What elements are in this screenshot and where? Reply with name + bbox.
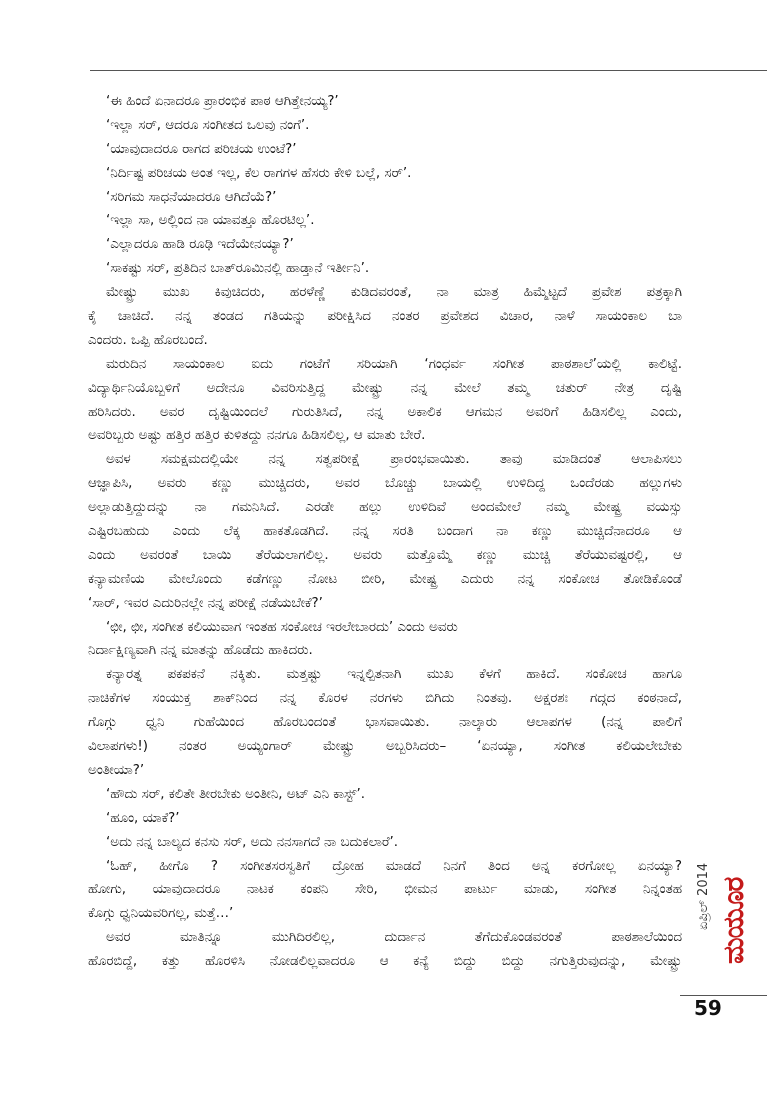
paragraph-line: ಕೊಗ್ಗು ಧ್ವನಿಯವರಿಗಲ್ಲ, ಮತ್ತೆ…’ — [88, 906, 234, 922]
story-text — [88, 90, 682, 974]
paragraph-line: ಅವರ ಮಾತಿನ್ನೂ ಮುಗಿದಿರಲಿಲ್ಲ, ದುರ್ದಾನ ತೆಗೆದುಕೊಂಡವರಂತೆ ಪಾಠಶಾಲೆಯಿಂದ — [106, 930, 682, 946]
paragraph-line: ವಿಲಾಪಗಳು!) ನಂತರ ಅಯ್ಯಂಗಾರ್ ಮೇಷ್ಟ್ರು ಅಬ್ಬರಿಸಿದರು– ‘ಏನಯ್ಯಾ, ಸಂಗೀತ ಕಲಿಯಲೇಬೇಕು — [88, 739, 682, 755]
paragraph-line: ಹೋಗು, ಯಾವುದಾದರೂ ನಾಟಕ ಕಂಪನಿ ಸೇರಿ, ಭೀಮನ ಪಾರ್ಟು ಮಾಡು, ಸಂಗೀತ ನಿನ್ನಂತಹ — [88, 882, 682, 898]
paragraph-line: ಅವಳ ಸಮಕ್ಷಮದಲ್ಲಿಯೇ ನನ್ನ ಸತ್ವಪರೀಕ್ಷೆ ಪ್ರಾರಂಭವಾಯಿತು. ತಾವು ಮಾಡಿದಂತೆ ಆಲಾಪಿಸಲು — [106, 452, 682, 468]
page-number: 59 — [694, 996, 722, 1020]
paragraph-line: ಎಂದರು. ಒಪ್ಪಿ ಹೊರಬಂದೆ. — [88, 332, 208, 348]
dialogue-line: ‘ಯಾವುದಾದರೂ ರಾಗದ ಪರಿಚಯ ಉಂಟೆ?’ — [106, 141, 297, 157]
dialogue-line: ‘ಸಾಕಷ್ಟು ಸರ್, ಪ್ರತಿದಿನ ಬಾತ್‌ರೂಮಿನಲ್ಲಿ ಹಾಡ್ತಾನೆ ಇರ್ತೀನಿ’. — [106, 261, 370, 277]
magazine-logo: ಮಯೂರ — [717, 877, 750, 964]
paragraph-line: ಕೈ ಚಾಚಿದೆ. ನನ್ನ ತಂಡದ ಗತಿಯನ್ನು ಪರೀಕ್ಷಿಸಿದ ನಂತರ ಪ್ರವೇಶದ ವಿಚಾರ, ನಾಳೆ ಸಾಯಂಕಾಲ ಬಾ — [88, 309, 682, 325]
paragraph-line: ಕನ್ಯಾಮಣಿಯ ಮೇಲೊಂದು ಕಡೆಗಣ್ಣು ನೋಟ ಬೀರಿ, ಮೇಷ್ಟ್ರ ಎದುರು ನನ್ನ ಸಂಕೋಚ ತೋಡಿಕೊಂಡೆ — [88, 571, 682, 587]
paragraph-line: ನಾಚಿಕೆಗಳ ಸಂಯುಕ್ತ ಶಾಕ್‌ನಿಂದ ನನ್ನ ಕೊರಳ ನರಗಳು ಬಿಗಿದು ನಿಂತವು. ಅಕ್ಷರಶಃ ಗದ್ಗದ ಕಂಠನಾದೆ, — [88, 691, 682, 707]
dialogue-line: ‘ಓಹ್, ಹೀಗೊ ? ಸಂಗೀತಸರಸ್ವತಿಗೆ ದ್ರೋಹ ಮಾಡದೆ ನಿನಗೆ ತಿಂದ ಅನ್ನ ಕರಗೋಲ್ಲ ಏನಯ್ಯಾ? — [106, 858, 682, 874]
dialogue-line: ‘ಹೂಂ, ಯಾಕೆ?’ — [106, 810, 180, 826]
paragraph-line: ಅಲ್ಲಾಡುತ್ತಿದ್ದುದನ್ನು ನಾ ಗಮನಿಸಿದೆ. ಎರಡೇ ಹಲ್ಲು ಉಳಿದಿವೆ ಅಂದಮೇಲೆ ನಮ್ಮ ಮೇಷ್ಟ್ರ ವಯಸ್ಸು — [88, 500, 682, 516]
paragraph-line: ಹೊರಬಿದ್ದೆ, ಕತ್ತು ಹೊರಳಿಸಿ ನೋಡಲಿಲ್ಲವಾದರೂ ಆ ಕನ್ಯೆ ಬಿದ್ದು ಬಿದ್ದು ನಗುತ್ತಿರುವುದನ್ನು, ಮೇಷ್ಟ್ರು — [88, 954, 682, 970]
paragraph-line: ಎಷ್ಟಿರಬಹುದು ಎಂದು ಲೆಕ್ಕ ಹಾಕತೊಡಗಿದೆ. ನನ್ನ ಸರತಿ ಬಂದಾಗ ನಾ ಕಣ್ಣು ಮುಚ್ಚಿದೆನಾದರೂ ಆ — [88, 524, 682, 540]
dialogue-line: ‘ಈ ಹಿಂದೆ ಏನಾದರೂ ಪ್ರಾರಂಭಿಕ ಪಾಠ ಆಗಿತ್ತೇನಯ್ಯ?’ — [106, 94, 339, 109]
dialogue-line: ‘ಸರಿಗಮ ಸಾಧನೆಯಾದರೂ ಆಗಿದೆಯೆ?’ — [106, 189, 277, 205]
paragraph-line: ಅವರಿಬ್ಬರು ಅಷ್ಟು ಹತ್ತಿರ ಹತ್ತಿರ ಕುಳಿತದ್ದು ನನಗೂ ಹಿಡಿಸಲಿಲ್ಲ, ಆ ಮಾತು ಬೇರೆ. — [88, 428, 426, 444]
paragraph-line: ಎಂದು ಅವರಂತೆ ಬಾಯಿ ತೆರೆಯಲಾಗಲಿಲ್ಲ. ಅವರು ಮತ್ತೊಮ್ಮೆ ಕಣ್ಣು ಮುಚ್ಚಿ ತೆರೆಯುವಷ್ಟರಲ್ಲಿ, ಆ — [88, 547, 682, 563]
paragraph-line: ಗೊಗ್ಗು ಧ್ವನಿ ಗುಹೆಯಿಂದ ಹೊರಬಂದಂತೆ ಭಾಸವಾಯಿತು. ನಾಲ್ಕಾರು ಆಲಾಪಗಳ (ನನ್ನ ಪಾಲಿಗೆ — [88, 715, 682, 731]
paragraph-line: ಹರಿಸಿದರು. ಅವರ ದೃಷ್ಟಿಯಿಂದಲೆ ಗುರುತಿಸಿದೆ, ನನ್ನ ಅಕಾಲಿಕ ಆಗಮನ ಅವರಿಗೆ ಹಿಡಿಸಲಿಲ್ಲ ಎಂದು, — [88, 404, 682, 420]
dialogue-line: ‘ಹೌದು ಸರ್, ಕಲಿತೇ ತೀರಬೇಕು ಅಂತೀನಿ, ಅಟ್ ಎನಿ ಕಾಸ್ಟ್’. — [106, 786, 365, 802]
dialogue-line: ‘ಛೀ, ಛೀ, ಸಂಗೀತ ಕಲಿಯುವಾಗ ಇಂತಹ ಸಂಕೋಚ ಇರಲೇಬಾರದು’ ಎಂದು ಅವರು — [106, 619, 458, 635]
dialogue-line: ‘ಇಲ್ಲಾ ಸಾ, ಅಲ್ಲಿಂದ ನಾ ಯಾವತ್ತೂ ಹೊರಟಿಲ್ಲ’. — [106, 213, 315, 229]
dialogue-line: ‘ಎಲ್ಲಾದರೂ ಹಾಡಿ ರೂಢಿ ಇದೆಯೇನಯ್ಯಾ?’ — [106, 237, 294, 253]
paragraph-line: ನಿರ್ದಾಕ್ಷಿಣ್ಯವಾಗಿ ನನ್ನ ಮಾತನ್ನು ಹೊಡೆದು ಹಾಕಿದರು. — [88, 643, 313, 659]
top-rule — [90, 70, 767, 71]
issue-date: ಏಪ್ರಿಲ್ 2014 — [696, 862, 711, 930]
dialogue-line: ‘ನಿರ್ದಿಷ್ಟ ಪರಿಚಯ ಅಂತ ಇಲ್ಲ, ಕೆಲ ರಾಗಗಳ ಹೆಸರು ಕೇಳಿ ಬಲ್ಲೆ, ಸರ್’. — [106, 165, 412, 181]
dialogue-line: ‘ಇಲ್ಲಾ ಸರ್, ಆದರೂ ಸಂಗೀತದ ಒಲವು ನಂಗೆ’. — [106, 117, 310, 133]
dialogue-line: ‘ಸಾರ್, ಇವರ ಎದುರಿನಲ್ಲೇ ನನ್ನ ಪರೀಕ್ಷೆ ನಡೆಯಬೇಕೆ?’ — [88, 595, 323, 611]
magazine-masthead — [694, 830, 754, 990]
paragraph-line: ವಿದ್ಯಾರ್ಥಿನಿಯೊಬ್ಬಳಿಗೆ ಅದೇನೂ ವಿವರಿಸುತ್ತಿದ್ದ ಮೇಷ್ಟ್ರು ನನ್ನ ಮೇಲೆ ತಮ್ಮ ಚತುರ್ ನೇತ್ರ ದೃಷ್ಟಿ — [88, 380, 682, 396]
dialogue-line: ‘ಅದು ನನ್ನ ಬಾಲ್ಯದ ಕನಸು ಸರ್, ಅದು ನನಸಾಗದೆ ನಾ ಬದುಕಲಾರೆ’. — [106, 834, 399, 850]
paragraph-line: ಅಂತೀಯಾ?’ — [88, 762, 145, 778]
paragraph-line: ಕನ್ಯಾರತ್ನ ಪಕಪಕನೆ ನಕ್ಕಿತು. ಮತ್ತಷ್ಟು ಇನ್ನಲ್ಪಿತನಾಗಿ ಮುಖ ಕೆಳಗೆ ಹಾಕಿದೆ. ಸಂಕೋಚ ಹಾಗೂ — [106, 667, 682, 683]
paragraph-line: ಮೇಷ್ಟ್ರು ಮುಖ ಕಿವುಚಿದರು, ಹರಳೆಣ್ಣೆ ಕುಡಿದವರಂತೆ, ನಾ ಮಾತ್ರ ಹಿಮ್ಮೆಟ್ಟದೆ ಪ್ರವೇಶ ಪತ್ರಕ್ಕಾಗಿ — [106, 285, 682, 301]
paragraph-line: ಆಜ್ಞಾಪಿಸಿ, ಅವರು ಕಣ್ಣು ಮುಚ್ಚಿದರು, ಅವರ ಬೊಚ್ಚು ಬಾಯಲ್ಲಿ ಉಳಿದಿದ್ದ ಒಂದೆರಡು ಹಲ್ಲುಗಳು — [88, 476, 682, 492]
paragraph-line: ಮರುದಿನ ಸಾಯಂಕಾಲ ಐದು ಗಂಟೆಗೆ ಸರಿಯಾಗಿ ‘ಗಂಧರ್ವ ಸಂಗೀತ ಪಾಠಶಾಲೆ’ಯಲ್ಲಿ ಕಾಲಿಟ್ಟೆ. — [106, 356, 682, 372]
